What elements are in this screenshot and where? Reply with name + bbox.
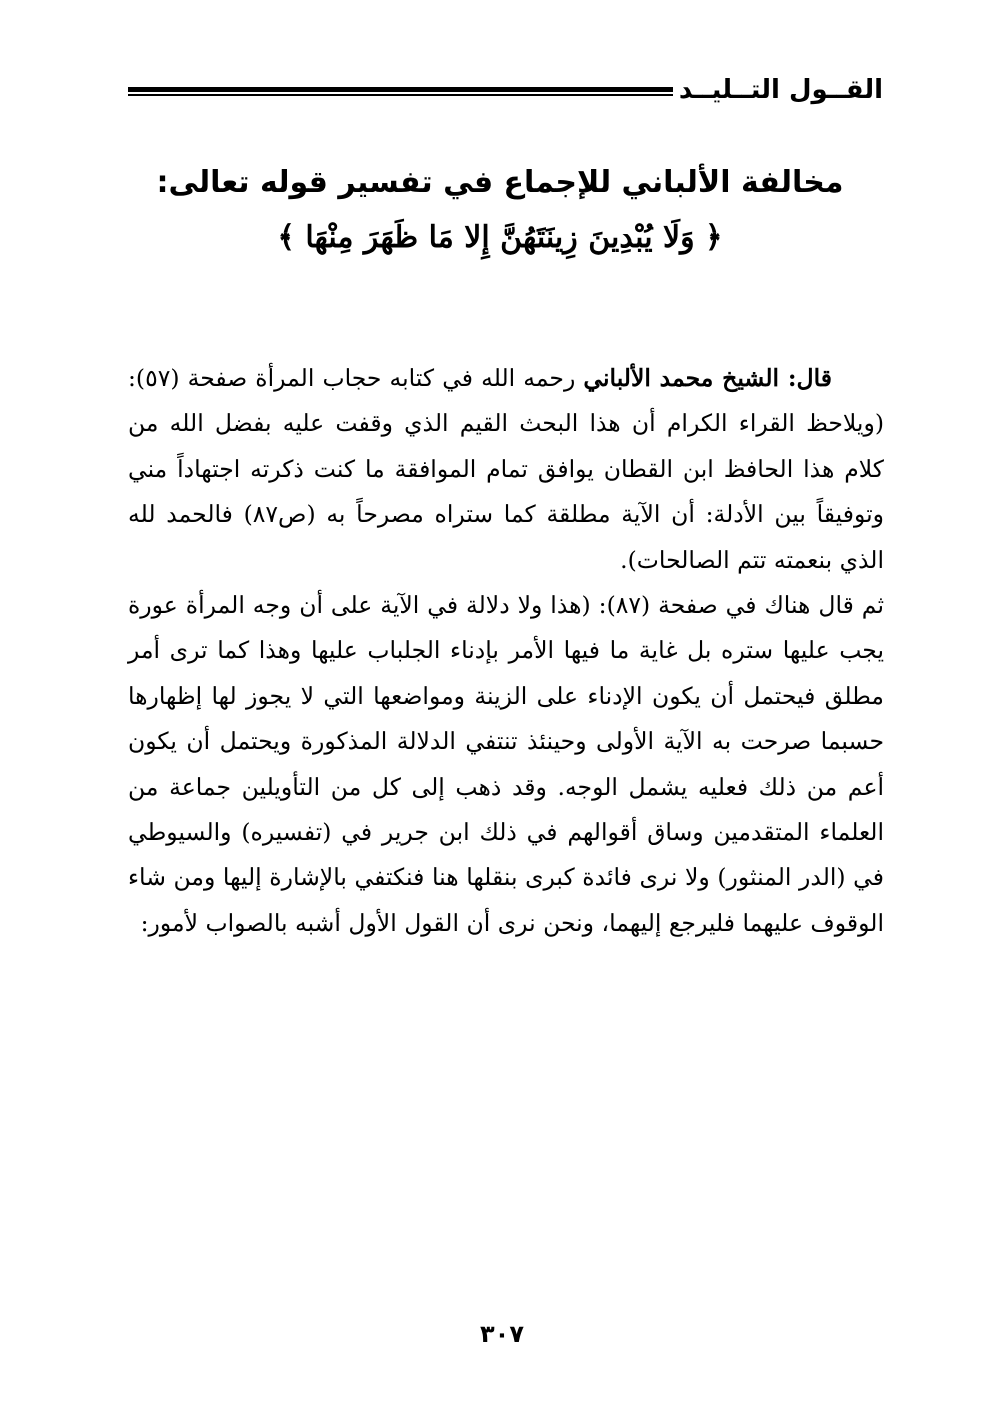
header-rule-thick	[128, 87, 673, 92]
section-title: مخالفة الألباني للإجماع في تفسير قوله تعالى:	[156, 165, 844, 200]
header-rule	[128, 87, 673, 96]
paragraph-1-text: رحمه الله في كتابه حجاب المرأة صفحة (٥٧): (ويلاحظ القراء الكرام أن هذا البحث القيم الذي وقفت عليه بفضل الله من كلام هذا الحافظ ابن القطان يوافق تمام الموافقة ما كنت ذكرته اجتهاداً مني وتوفيقاً بين الأدلة: أن الآية مطلقة كما ستراه مصرحاً به (ص٨٧) فالحمد لله الذي بنعمته تتم الصالحات).	[128, 364, 884, 574]
paragraph-1	[128, 356, 884, 583]
page-number: ٣٠٧	[480, 1320, 524, 1348]
body-text	[128, 356, 884, 946]
header-rule-thin	[128, 94, 673, 96]
quran-verse: ﴿ وَلَا يُبْدِينَ زِينَتَهُنَّ إِلا مَا ظَهَرَ مِنْهَا ﴾	[277, 220, 723, 255]
paragraph-1-lead: قال: الشيخ محمد الألباني	[583, 364, 833, 392]
paragraph-2: ثم قال هناك في صفحة (٨٧): (هذا ولا دلالة في الآية على أن وجه المرأة عورة يجب عليها ستره بل غاية ما فيها الأمر بإدناء الجلباب عليها وهذا كما ترى أمر مطلق فيحتمل أن يكون الإدناء على الزينة ومواضعها التي لا يجوز لها إظهارها حسبما صرحت به الآية الأولى وحينئذ تنتفي الدلالة المذكورة ويحتمل أن يكون أعم من ذلك فعليه يشمل الوجه. وقد ذهب إلى كل من التأويلين جماعة من العلماء المتقدمين وساق أقوالهم في ذلك ابن جرير في (تفسيره) والسيوطي في (الدر المنثور) ولا نرى فائدة كبرى بنقلها هنا فنكتفي بالإشارة إليها ومن شاء الوقوف عليهما فليرجع إليهما، ونحن نرى أن القول الأول أشبه بالصواب لأمور:	[128, 591, 884, 937]
running-title: القــول التــليــد	[678, 75, 883, 105]
running-header	[128, 72, 883, 112]
